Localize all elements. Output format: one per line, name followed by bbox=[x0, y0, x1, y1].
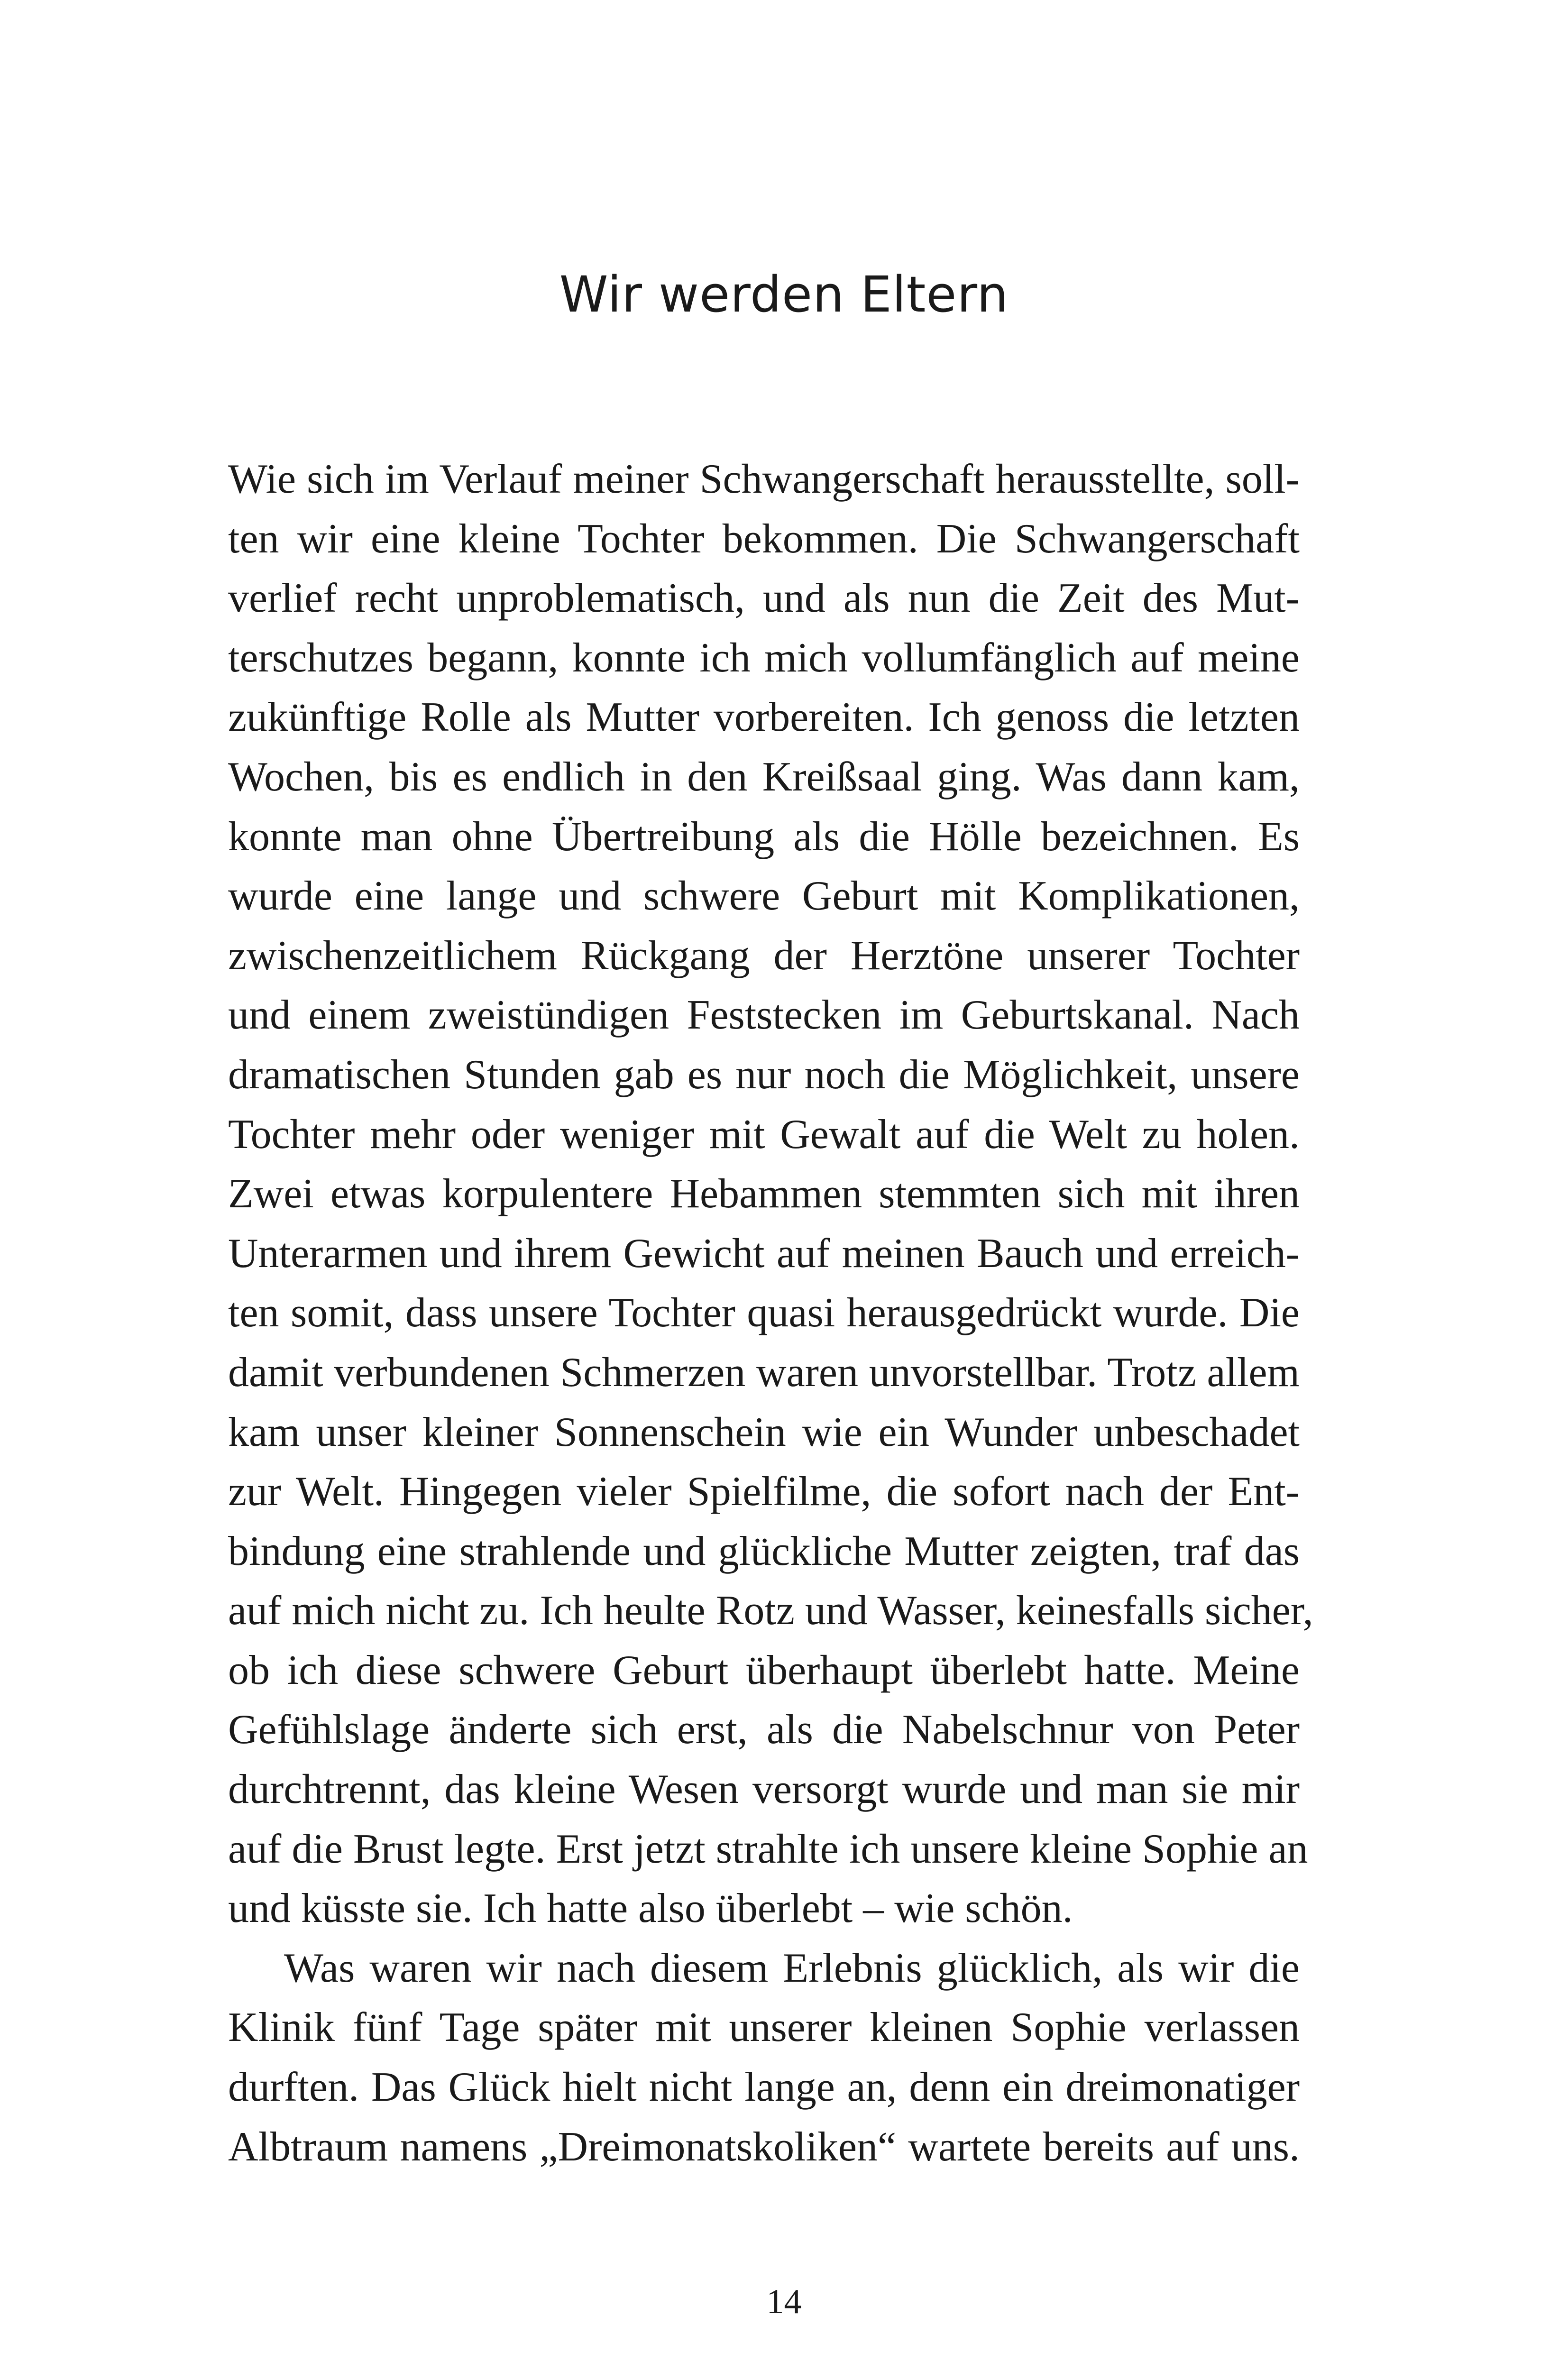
text-line: bindung eine strahlende und glückliche Mutter zeigten, traf das bbox=[228, 1528, 1300, 1574]
paragraph-1 bbox=[228, 450, 1313, 1939]
text-line: Zwei etwas korpulentere Hebammen stemmten sich mit ihren bbox=[228, 1171, 1300, 1217]
text-line: verlief recht unproblematisch, und als nun die Zeit des Mut- bbox=[228, 575, 1300, 622]
text-line: kam unser kleiner Sonnenschein wie ein Wunder unbeschadet bbox=[228, 1409, 1300, 1455]
text-line: durchtrennt, das kleine Wesen versorgt wurde und man sie mir bbox=[228, 1766, 1300, 1813]
text-line: Was waren wir nach diesem Erlebnis glücklich, als wir die bbox=[284, 1945, 1300, 1991]
text-line: Tochter mehr oder weniger mit Gewalt auf die Welt zu holen. bbox=[228, 1111, 1300, 1158]
text-line: Wie sich im Verlauf meiner Schwangerschaft herausstellte, soll- bbox=[228, 456, 1300, 502]
text-line: und einem zweistündigen Feststecken im Geburtskanal. Nach bbox=[228, 992, 1300, 1038]
text-line: Wochen, bis es endlich in den Kreißsaal ging. Was dann kam, bbox=[228, 754, 1300, 800]
text-line: Unterarmen und ihrem Gewicht auf meinen Bauch und erreich- bbox=[228, 1230, 1300, 1277]
text-line: zwischenzeitlichem Rückgang der Herztöne unserer Tochter bbox=[228, 932, 1300, 979]
text-line: ob ich diese schwere Geburt überhaupt überlebt hatte. Meine bbox=[228, 1647, 1300, 1693]
body-text bbox=[228, 450, 1313, 2177]
text-line: terschutzes begann, konnte ich mich vollumfänglich auf meine bbox=[228, 634, 1300, 681]
text-line: damit verbundenen Schmerzen waren unvorstellbar. Trotz allem bbox=[228, 1349, 1300, 1396]
text-line: und küsste sie. Ich hatte also überlebt – wie schön. bbox=[228, 1885, 1073, 1932]
text-line: dramatischen Stunden gab es nur noch die Möglichkeit, unsere bbox=[228, 1051, 1300, 1098]
page-number: 14 bbox=[766, 2282, 802, 2321]
text-line: Albtraum namens „Dreimonatskoliken“ wartete bereits auf uns. bbox=[228, 2123, 1300, 2170]
text-line: zur Welt. Hingegen vieler Spielfilme, die sofort nach der Ent- bbox=[228, 1469, 1300, 1515]
text-line: ten wir eine kleine Tochter bekommen. Die Schwangerschaft bbox=[228, 515, 1300, 562]
text-line: zukünftige Rolle als Mutter vorbereiten. Ich genoss die letzten bbox=[228, 694, 1300, 741]
text-line: wurde eine lange und schwere Geburt mit Komplikationen, bbox=[228, 873, 1300, 919]
text-line: Gefühlslage änderte sich erst, als die Nabelschnur von Peter bbox=[228, 1707, 1300, 1753]
text-line: auf die Brust legte. Erst jetzt strahlte ich unsere kleine Sophie an bbox=[228, 1826, 1308, 1872]
text-line: durften. Das Glück hielt nicht lange an, denn ein dreimonatiger bbox=[228, 2064, 1300, 2111]
paragraph-2 bbox=[228, 1939, 1300, 2177]
text-line: konnte man ohne Übertreibung als die Hölle bezeichnen. Es bbox=[228, 813, 1300, 860]
text-line: ten somit, dass unsere Tochter quasi herausgedrückt wurde. Die bbox=[228, 1290, 1300, 1336]
text-line: auf mich nicht zu. Ich heulte Rotz und Wasser, keinesfalls sicher, bbox=[228, 1588, 1313, 1634]
text-line: Klinik fünf Tage später mit unserer kleinen Sophie verlassen bbox=[228, 2004, 1300, 2051]
chapter-title: Wir werden Eltern bbox=[559, 266, 1009, 323]
